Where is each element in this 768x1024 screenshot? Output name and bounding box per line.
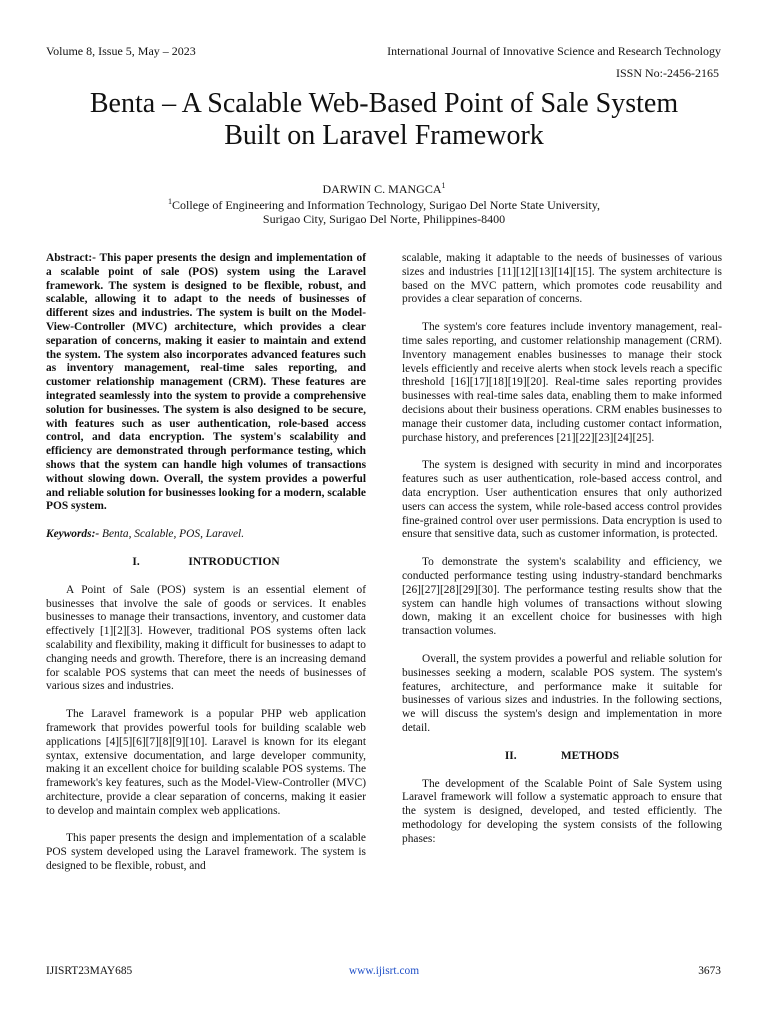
- right-column: [402, 252, 722, 846]
- paragraph: This paper presents the design and implementation of a scalable POS system developed using the Laravel framework. The system is designed to be flexible, robust, and: [46, 832, 366, 873]
- paragraph: Overall, the system provides a powerful and reliable solution for businesses seeking a modern, scalable POS system. The system's features, architecture, and performance make it suitable for businesses of various sizes and industries. In the following sections, we will discuss the system's design and implementation in more detail.: [402, 652, 722, 734]
- journal-url-link[interactable]: www.ijisrt.com: [348, 965, 420, 977]
- section-title: INTRODUCTION: [188, 555, 280, 568]
- section-number: I.: [132, 555, 140, 568]
- section-title: METHODS: [560, 749, 620, 762]
- paragraph: scalable, making it adaptable to the needs of businesses of various sizes and industries [11][12][13][14][15]. The system architecture is based on the MVC pattern, which promotes code reusability and provides a clear separation of concerns.: [402, 252, 722, 306]
- keywords-label: Keywords:-: [46, 528, 100, 541]
- paper-title: [0, 88, 768, 152]
- title-line-2: Built on Laravel Framework: [224, 120, 544, 151]
- abstract-text: This paper presents the design and implementation of a scalable point of sale (POS) system using the Laravel framework. The system is designed to be flexible, robust, and scalable, allowing it to adapt to the needs of businesses of different sizes and industries. The system is built on the Model-View-Controller (MVC) architecture, which provides a clear separation of concerns, making it easier to maintain and extend the system. The system also incorporates advanced features such as inventory management, real-time sales reporting, and customer relationship management (CRM). These features are integrated seamlessly into the system to provide a comprehensive solution for businesses. The system is also designed to be secure, with features such as user authentication, role-based access control, and data encryption. The system's scalability and efficiency are demonstrated through performance testing, which shows that the system can handle high volumes of transactions without slowing down. Overall, the system provides a powerful and reliable solution for businesses looking for a modern, scalable POS system.: [46, 252, 366, 513]
- author-name: DARWIN C. MANGCA: [322, 182, 442, 196]
- abstract: [46, 252, 366, 514]
- affil-line-2: Surigao City, Surigao Del Norte, Philippines-8400: [262, 212, 506, 226]
- journal-name: International Journal of Innovative Science and Research Technology: [387, 44, 721, 58]
- title-line-1: Benta – A Scalable Web-Based Point of Sale System: [89, 88, 679, 119]
- issn: ISSN No:-2456-2165: [615, 66, 719, 80]
- keywords: [46, 528, 366, 542]
- paragraph: The Laravel framework is a popular PHP web application framework that provides powerful tools for building scalable web applications [4][5][6][7][8][9][10]. Laravel is known for its elegant syntax, extensive documentation, and large developer community, making it an excellent choice for building scalable POS systems. The framework's key features, such as the Model-View-Controller (MVC) architecture, provide a clear separation of concerns, making it easier to develop and maintain complex web applications.: [46, 708, 366, 817]
- section-number: II.: [504, 749, 517, 762]
- abstract-label: Abstract:-: [46, 252, 96, 264]
- paper-code: IJISRT23MAY685: [46, 965, 133, 977]
- section-heading-methods: [402, 750, 722, 764]
- keywords-text: Benta, Scalable, POS, Laravel.: [99, 528, 245, 541]
- affiliation: [0, 195, 768, 226]
- affil-line-1: College of Engineering and Information Technology, Surigao Del Norte State University,: [172, 198, 600, 212]
- section-heading-intro: [46, 556, 366, 570]
- paragraph: The system is designed with security in mind and incorporates features such as user authentication, role-based access control, and data encryption. User authentication ensures that only authorized users can access the system, while role-based access control provides fine-grained control over user permissions. Data encryption is used to ensure that sensitive data, such as customer information, is protected.: [402, 459, 722, 541]
- volume-info: Volume 8, Issue 5, May – 2023: [46, 44, 196, 58]
- paragraph: The development of the Scalable Point of Sale System using Laravel framework will follow a systematic approach to ensure that the system is designed, developed, and tested efficiently. The methodology for developing the system consists of the following phases:: [402, 777, 722, 845]
- paragraph: The system's core features include inventory management, real-time sales reporting, and customer relationship management (CRM). Inventory management enables businesses to manage their stock levels efficiently and receive alerts when stock levels reach a specific threshold [16][17][18][19][20]. Real-time sales reporting provides businesses with real-time sales data, enabling them to make informed decisions about their business operations. CRM enables businesses to manage their customer data, including customer contact information, purchase history, and preferences [21][22][23][24][25].: [402, 321, 722, 444]
- affil-sup: 1: [168, 197, 173, 206]
- page-number: 3673: [698, 965, 721, 977]
- paragraph: To demonstrate the system's scalability and efficiency, we conducted performance testing using industry-standard benchmarks [26][27][28][29][30]. The performance testing results show that the system can handle high volumes of transactions without slowing down, making it an excellent choice for businesses with high transaction volumes.: [402, 556, 722, 638]
- author-sup: 1: [441, 181, 446, 190]
- paragraph: A Point of Sale (POS) system is an essential element of businesses that involve the sale of goods or services. It enables businesses to manage their transactions, inventory, and customer data effectively [1][2][3]. However, traditional POS systems often lack scalability and flexibility, making it difficult for businesses to adapt to changing needs and growth. Therefore, there is an increasing demand for scalable POS systems that can meet the needs of businesses of various sizes and industries.: [46, 583, 366, 693]
- left-column: [46, 252, 366, 874]
